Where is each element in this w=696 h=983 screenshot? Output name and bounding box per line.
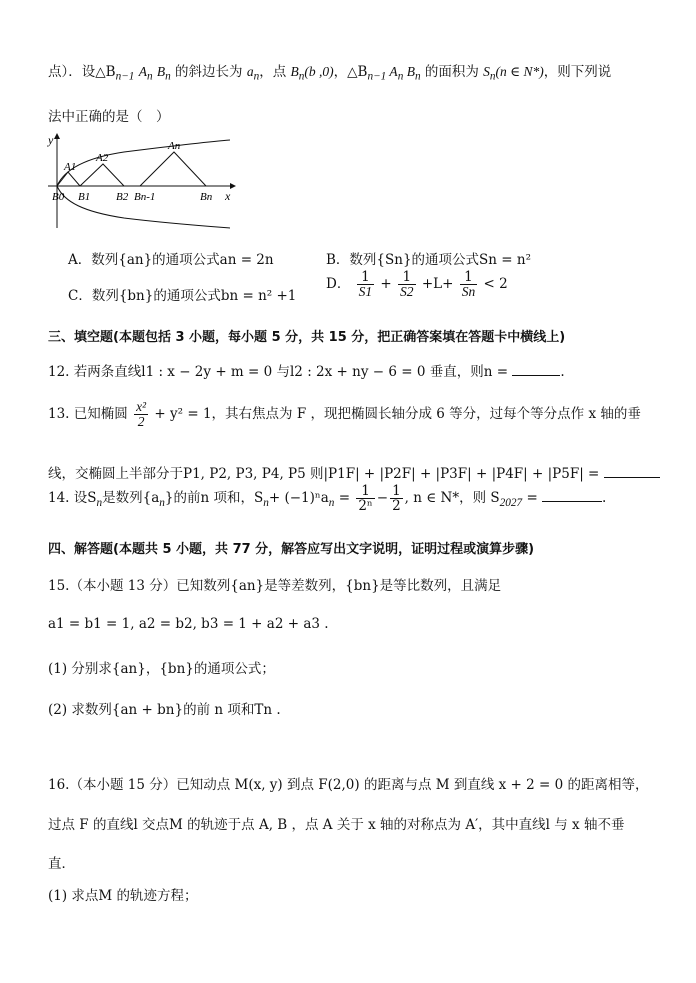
label-B2: B2 [116,191,129,203]
triangle-n [140,152,206,186]
q11-intro-line2: 法中正确的是（ ） [48,109,170,125]
q16-part1: (1) 求点M 的轨迹方程； [48,888,198,904]
q15-line2: a1 = b1 = 1, a2 = b2, b3 = 1 + a2 + a3 . [48,616,329,632]
q11-figure [44,130,244,230]
option-d: D． $\frac{1}{S1}$ + $\frac{1}{S2}$ +L+ $\frac{1}{Sn}$ < 2 [326,269,508,300]
label-Bn: Bn [200,191,213,203]
parabola-upper [57,140,230,186]
option-b: B．数列{Sn}的通项公式Sn = n² [326,252,531,268]
q12: 12. 若两条直线l1 : x − 2y + m = 0 与l2 : 2x + ny − 6 = 0 垂直，则n = . [48,360,656,380]
label-y: y [48,133,54,147]
section3-title: 三、填空题(本题包括 3 小题，每小题 5 分，共 15 分，把正确答案填在答题卡中横线上) [48,330,566,345]
triangle-1 [57,172,80,186]
q15-line1: 15.（本小题 13 分）已知数列{an}是等差数列，{bn}是等比数列，且满足 [48,578,502,594]
label-B0: B0 [52,191,65,203]
q12-answer-blank[interactable] [512,361,560,376]
y-axis-arrow [54,133,60,139]
label-x: x [225,189,231,203]
q15-part1: (1) 分别求{an}，{bn}的通项公式； [48,661,275,677]
label-A1: A1 [64,161,77,173]
label-An: An [168,140,181,152]
label-A2: A2 [96,152,109,164]
label-B1: B1 [78,191,91,203]
q14: 14. 设$S_n$是数列$\{a_n\}$的前n 项和，$S_n+ (-1)^na_n$ = $\frac{1}{\text{2ⁿ}}$ − $\frac{1}{2}$ , n ∈ N*，则 $S_{2027}$ = . [48,483,607,515]
q13-line1: 13. 已知椭圆 $\frac{\text{x²}}{2}$ + y² = 1，其右焦点为 F ，现把椭圆长轴分成 6 等分，过每个等分点作 x 轴的垂 [48,399,641,430]
section4-title: 四、解答题(本题共 5 小题，共 77 分，解答应写出文字说明，证明过程或演算步骤) [48,542,535,557]
q16-line1: 16.（本小题 15 分）已知动点 M(x, y) 到点 F(2,0) 的距离与点 M 到直线 x + 2 = 0 的距离相等， [48,777,649,793]
q13-answer-blank[interactable] [604,463,660,478]
q15-part2: (2) 求数列{an + bn}的前 n 项和Tn . [48,702,281,718]
option-c: C．数列{bn}的通项公式bn = n² +1 [68,288,297,304]
q16-line2: 过点 F 的直线l 交点M 的轨迹于点 A, B ，点 A 关于 x 轴的对称点为 A′，其中直线l 与 x 轴不垂 [48,817,625,833]
option-a: A．数列{an}的通项公式an = 2n [68,252,274,268]
q13-line2: 线，交椭圆上半部分于P1, P2, P3, P4, P5 则|P1F| + |P2F| + |P3F| + |P4F| + |P5F| = [48,462,656,482]
x-axis-arrow [230,183,236,189]
q16-line3: 直． [48,856,75,872]
q11-intro-line1: 点）．设$\triangle B_{n-1}$ $A_n$ $B_n$ 的斜边长为 $a_n$，点 $B_n(b$ ,0)，$\triangle B_{n-1}$ $A_n$ $B_n$ 的面积为 $S_n(n$ ∈ N*)，则下列说 [48,64,612,83]
q14-answer-blank[interactable] [542,487,602,502]
triangle-2 [80,164,124,186]
label-Bn-1: Bn-1 [134,191,156,203]
